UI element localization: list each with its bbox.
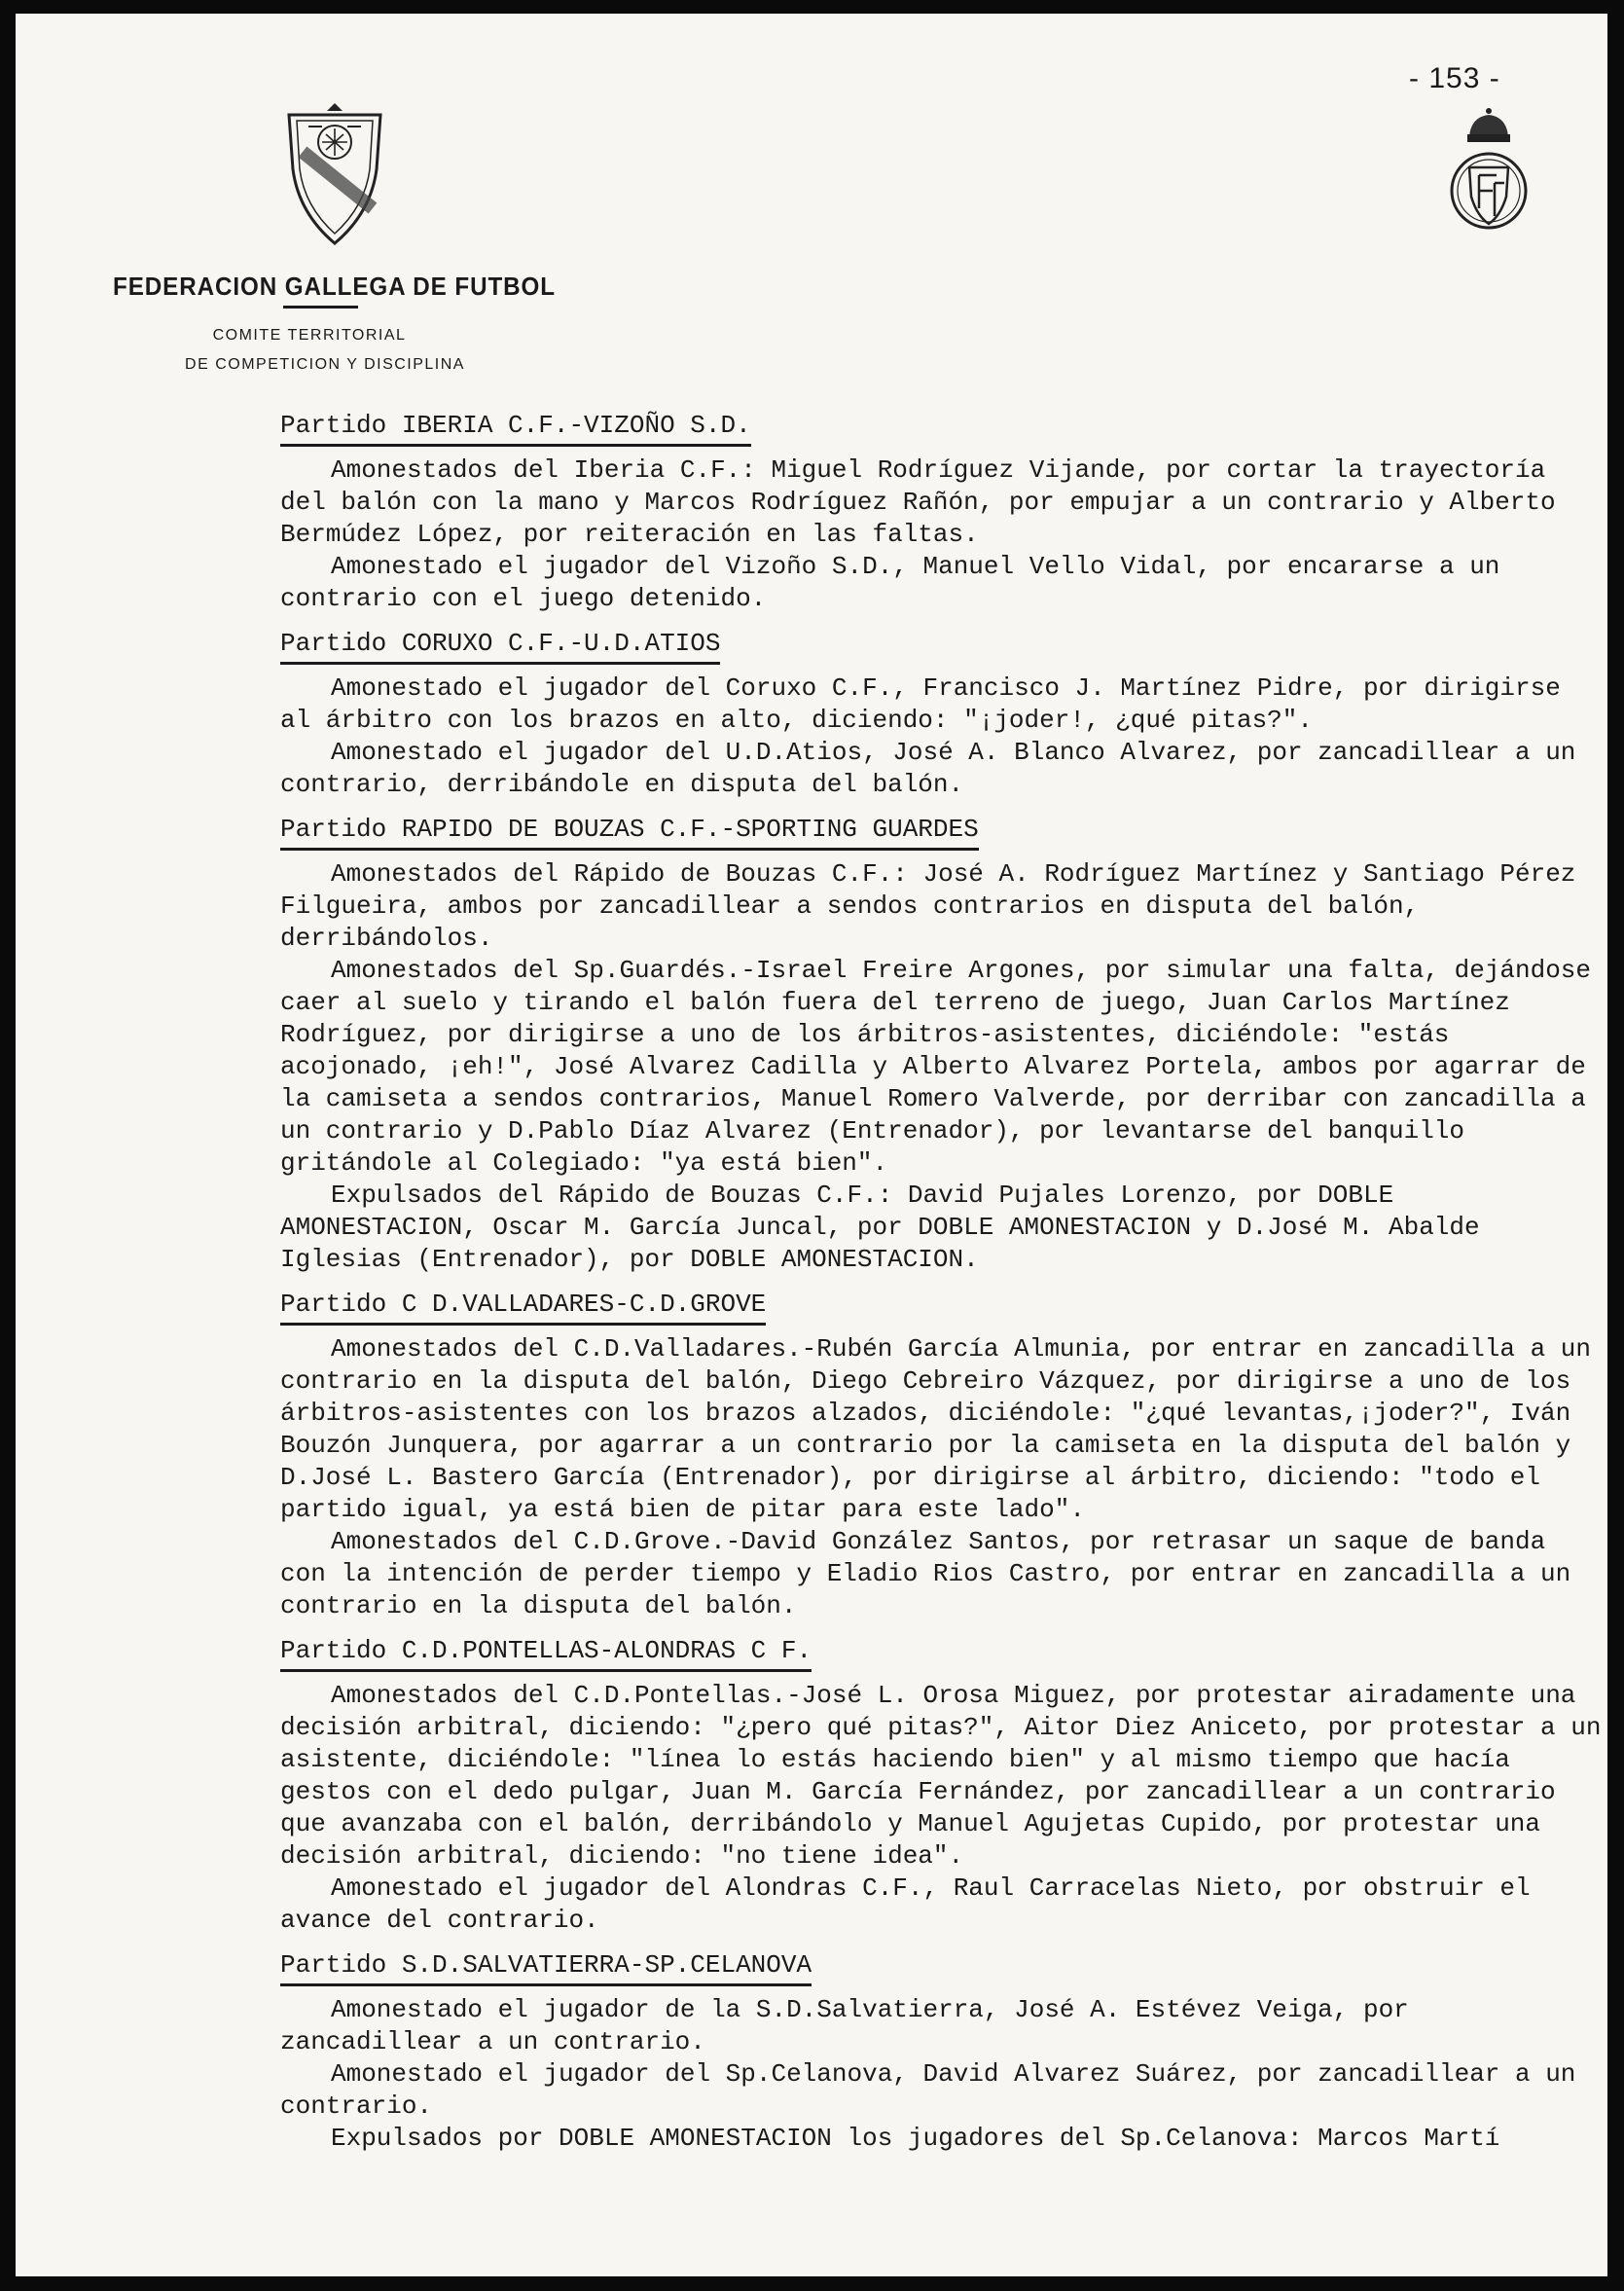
sanction-paragraph: Amonestados del Rápido de Bouzas C.F.: José A. Rodríguez Martínez y Santiago Pérez Filgueira, ambos por zancadillear a sendos contrarios en disputa del balón, derribándolos. xyxy=(280,859,1576,953)
match-title: Partido S.D.SALVATIERRA-SP.CELANOVA xyxy=(280,1948,812,1986)
match-section xyxy=(280,627,1604,801)
sanction-paragraph: Amonestados del C.D.Pontellas.-José L. Orosa Miguez, por protestar airadamente una decisión arbitral, diciendo: "¿pero qué pitas?", Aitor Diez Aniceto, por protestar a un asistente, diciéndole: "línea lo estás haciendo bien" y al mismo tiempo que hacía gestos con el dedo pulgar, Juan M. García Fernández, por zancadillear a un contrario que avanzaba con el balón, derribándolo y Manuel Agujetas Cupido, por protestar una decisión arbitral, diciendo: "no tiene idea". xyxy=(280,1681,1602,1871)
document-page xyxy=(16,14,1607,2276)
match-section xyxy=(280,813,1604,1276)
match-body xyxy=(280,858,1604,1276)
match-title: Partido IBERIA C.F.-VIZOÑO S.D. xyxy=(280,409,751,447)
match-title: Partido RAPIDO DE BOUZAS C.F.-SPORTING GUARDES xyxy=(280,813,979,851)
sanction-paragraph: Amonestados del C.D.Grove.-David González Santos, por retrasar un saque de banda con la intención de perder tiempo y Eladio Rios Castro, por entrar en zancadilla a un contrario en la disputa del balón. xyxy=(280,1527,1571,1620)
sanction-paragraph: Amonestado el jugador del Coruxo C.F., Francisco J. Martínez Pidre, por dirigirse al árbitro con los brazos en alto, diciendo: "¡joder!, ¿qué pitas?". xyxy=(280,673,1561,735)
match-section xyxy=(280,409,1604,615)
sanction-paragraph: Amonestados del C.D.Valladares.-Rubén García Almunia, por entrar en zancadilla a un contrario en la disputa del balón, Diego Cebreiro Vázquez, por dirigirse a uno de los árbitros-asistentes con los brazos alzados, diciéndole: "¿qué levantas,¡joder?", Iván Bouzón Junquera, por agarrar a un contrario por la camiseta en la disputa del balón y D.José L. Bastero García (Entrenador), por dirigirse al árbitro, diciendo: "todo el partido igual, ya está bien de pitar para este lado". xyxy=(280,1334,1592,1524)
crowned-crest-icon xyxy=(1442,107,1535,234)
match-section xyxy=(280,1948,1604,2155)
sanction-paragraph: Amonestados del Sp.Guardés.-Israel Freire Argones, por simular una falta, dejándose caer al suelo y tirando el balón fuera del terreno de juego, Juan Carlos Martínez Rodríguez, por dirigirse a uno de los árbitros-asistentes, diciéndole: "estás acojonado, ¡eh!", José Alvarez Cadilla y Alberto Alvarez Portela, ambos por agarrar de la camiseta a sendos contrarios, Manuel Romero Valverde, por derribar con zancadilla a un contrario y D.Pablo Díaz Alvarez (Entrenador), por levantarse del banquillo gritándole al Colegiado: "ya está bien". xyxy=(280,956,1592,1178)
match-title: Partido C.D.PONTELLAS-ALONDRAS C F. xyxy=(280,1634,812,1672)
match-section xyxy=(280,1634,1604,1937)
match-title: Partido CORUXO C.F.-U.D.ATIOS xyxy=(280,627,720,665)
sanction-paragraph: Amonestado el jugador del Vizoño S.D., Manuel Vello Vidal, por encararse a un contrario con el juego detenido. xyxy=(280,552,1500,613)
resolutions-body xyxy=(280,409,1604,2159)
match-body xyxy=(280,673,1604,801)
match-title: Partido C D.VALLADARES-C.D.GROVE xyxy=(280,1288,766,1326)
match-body xyxy=(280,455,1604,615)
expulsion-paragraph: Expulsados por DOBLE AMONESTACION los jugadores del Sp.Celanova: Marcos Martí xyxy=(331,2124,1500,2153)
sanction-paragraph: Amonestado el jugador de la S.D.Salvatierra, José A. Estévez Veiga, por zancadillear a un contrario. xyxy=(280,1995,1409,2056)
federation-shield-icon xyxy=(283,101,386,245)
match-body xyxy=(280,1680,1604,1937)
federation-name: FEDERACION GALLEGA DE FUTBOL xyxy=(113,272,557,301)
match-section xyxy=(280,1288,1604,1622)
header-divider xyxy=(283,306,358,309)
match-body xyxy=(280,1994,1604,2155)
committee-name-line1: COMITE TERRITORIAL xyxy=(212,327,407,344)
sanction-paragraph: Amonestado el jugador del U.D.Atios, José A. Blanco Alvarez, por zancadillear a un contrario, derribándole en disputa del balón. xyxy=(280,738,1576,799)
match-body xyxy=(280,1333,1604,1622)
sanction-paragraph: Amonestado el jugador del Alondras C.F., Raul Carracelas Nieto, por obstruir el avance del contrario. xyxy=(280,1873,1531,1935)
page-number: - 153 - xyxy=(1409,62,1500,94)
expulsion-paragraph: Expulsados del Rápido de Bouzas C.F.: David Pujales Lorenzo, por DOBLE AMONESTACION, Oscar M. García Juncal, por DOBLE AMONESTACION y D.José M. Abalde Iglesias (Entrenador), por DOBLE AMONESTACION. xyxy=(280,1181,1480,1274)
committee-name-line2: DE COMPETICION Y DISCIPLINA xyxy=(185,356,465,373)
sanction-paragraph: Amonestado el jugador del Sp.Celanova, David Alvarez Suárez, por zancadillear a un contrario. xyxy=(280,2059,1576,2121)
sanction-paragraph: Amonestados del Iberia C.F.: Miguel Rodríguez Vijande, por cortar la trayectoría del balón con la mano y Marcos Rodríguez Rañón, por empujar a un contrario y Alberto Bermúdez López, por reiteración en las faltas. xyxy=(280,455,1556,549)
